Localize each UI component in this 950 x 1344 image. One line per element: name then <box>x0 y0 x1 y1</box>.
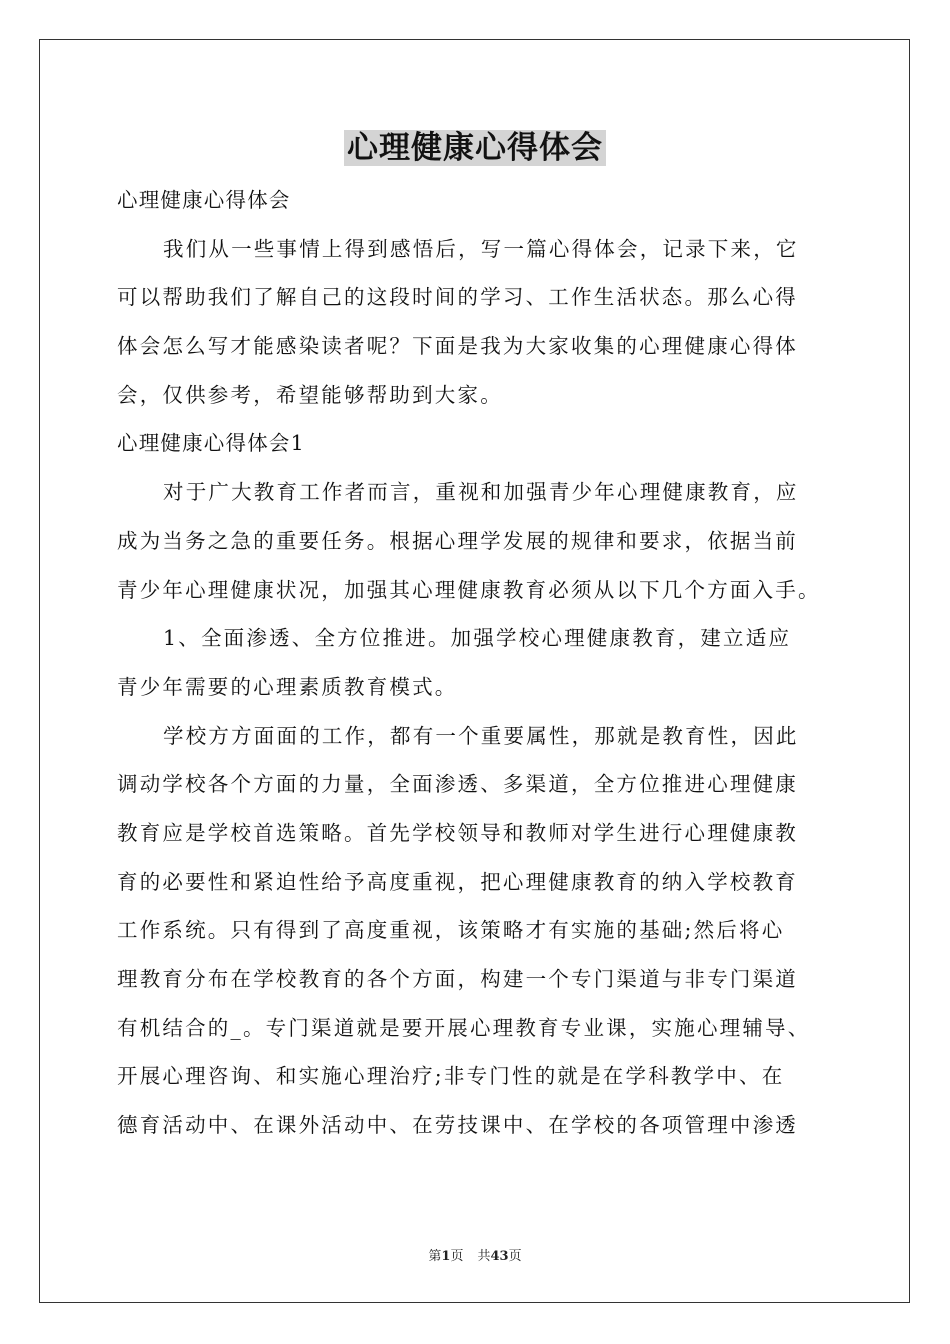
text-line: 体会怎么写才能感染读者呢？下面是我为大家收集的心理健康心得体 <box>117 334 798 359</box>
page-footer <box>0 1248 950 1266</box>
page-prefix: 第 <box>428 1249 442 1264</box>
text-line: 有机结合的_。专门渠道就是要开展心理教育专业课，实施心理辅导、 <box>117 1015 811 1040</box>
section-heading: 心理健康心得体会 <box>117 188 291 212</box>
text-line: 青少年需要的心理素质教育模式。 <box>117 674 458 699</box>
total-suffix: 页 <box>508 1249 522 1264</box>
text-line: 青少年心理健康状况，加强其心理健康教育必须从以下几个方面入手。 <box>117 577 821 602</box>
text-line: 德育活动中、在课外活动中、在劳技课中、在学校的各项管理中渗透 <box>117 1113 798 1138</box>
document-title-text: 心理健康心得体会 <box>344 130 606 166</box>
text-line: 工作系统。只有得到了高度重视，该策略才有实施的基础;然后将心 <box>117 918 785 943</box>
text-line: 教育应是学校首选策略。首先学校领导和教师对学生进行心理健康教 <box>117 820 798 845</box>
text-line: 成为当务之急的重要任务。根据心理学发展的规律和要求，依据当前 <box>117 528 798 553</box>
total-prefix: 共 <box>477 1249 491 1264</box>
text-line: 可以帮助我们了解自己的这段时间的学习、工作生活状态。那么心得 <box>117 285 798 310</box>
text-line: 会，仅供参考，希望能够帮助到大家。 <box>117 382 503 407</box>
document-title <box>0 126 950 170</box>
text-line: 育的必要性和紧迫性给予高度重视，把心理健康教育的纳入学校教育 <box>117 869 798 894</box>
text-line: 调动学校各个方面的力量，全面渗透、多渠道，全方位推进心理健康 <box>117 772 798 797</box>
text-line: 对于广大教育工作者而言，重视和加强青少年心理健康教育，应 <box>163 480 799 505</box>
page-suffix: 页 <box>450 1249 464 1264</box>
document-body <box>117 176 839 1150</box>
section-heading: 心理健康心得体会1 <box>117 431 305 456</box>
text-line: 理教育分布在学校教育的各个方面，构建一个专门渠道与非专门渠道 <box>117 967 798 991</box>
text-line: 我们从一些事情上得到感悟后，写一篇心得体会，记录下来，它 <box>163 236 799 261</box>
text-line: 开展心理咨询、和实施心理治疗;非专门性的就是在学科教学中、在 <box>117 1064 785 1089</box>
page-number-current: 1 <box>441 1249 451 1264</box>
text-line: 1、全面渗透、全方位推进。加强学校心理健康教育，建立适应 <box>163 626 792 651</box>
page-number-total: 43 <box>490 1249 509 1264</box>
text-line: 学校方方面面的工作，都有一个重要属性，那就是教育性，因此 <box>163 723 799 748</box>
